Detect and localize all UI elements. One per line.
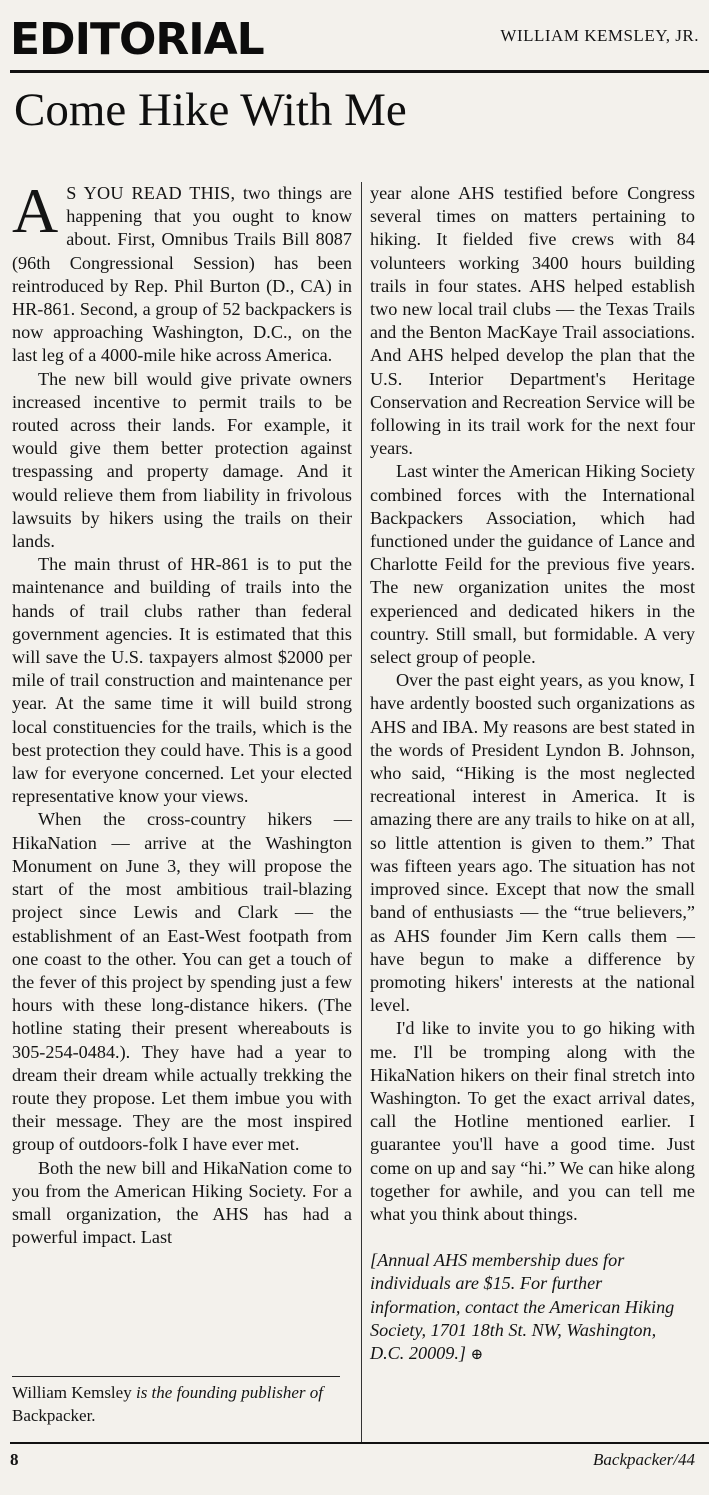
bio-rule — [12, 1376, 340, 1377]
lead-paragraph — [12, 175, 353, 368]
lead-caps: S YOU READ THIS, — [66, 183, 236, 203]
byline: WILLIAM KEMSLEY, JR. — [500, 26, 699, 45]
bio-publication: Backpacker. — [12, 1406, 96, 1425]
membership-note — [370, 1249, 695, 1367]
paragraph: Over the past eight years, as you know, I have ardently boosted such organizations as AHS and IBA. My reasons are best stated in the words of President Lyndon B. Johnson, who said, “Hiking is the most neglected recreational interest in America. It is amazing there are any trails to hike on at all, so little attention is given to them.” That was fifteen years ago. The situation has not improved since. Except that now the small band of enthusiasts — the “true believers,” as AHS founder Jim Kern calls them — have begun to make a difference by promoting hikers' interests at the national level. — [370, 670, 695, 1016]
section-label: EDITORIAL — [10, 14, 264, 65]
article-column-left — [12, 175, 353, 1249]
column-divider — [361, 182, 362, 1442]
end-mark-icon: ⊕ — [470, 1346, 484, 1363]
paragraph: The main thrust of HR-861 is to put the maintenance and building of trails into the hands of trail clubs rather than federal government agencies. It is estimated that this will save the U.S. taxpayers almost $2000 per mile of trail construction and maintenance per year. At the same time it will build strong local constituencies for the trails, which is the best protection they could have. This is a good law for everyone concerned. Let your elected representative know your views. — [12, 554, 352, 807]
article-column-right — [370, 182, 695, 1367]
bio-name: William Kemsley — [12, 1383, 132, 1402]
paragraph: When the cross-country hikers — HikaNation — arrive at the Washington Monument on June 3, they will propose the start of the most ambitious trail-blazing project since Lewis and Clark — the establishment of an East-West footpath from one coast to the other. You can get a touch of the fever of this project by spending just a few hours with these long-distance hikers. (The hotline stating their present whereabouts is 305-254-0484.). They have had a year to dream their dream while actually trekking the route they propose. Let them imbue you with their message. They are the most inspired group of outdoors-folk I have ever met. — [12, 809, 352, 1155]
paragraph: Last winter the American Hiking Society combined forces with the International Backpackers Association, which had functioned under the guidance of Lance and Charlotte Feild for the previous five years. The new organization unites the most experienced and dedicated hikers in the country. Still small, but formidable. A very select group of people. — [370, 461, 695, 668]
paragraph: I'd like to invite you to go hiking with me. I'll be tromping along with the HikaNation hikers on their final stretch into Washington. To get the exact arrival dates, call the Hotline mentioned earlier. I guarantee you'll have a good time. Just come on up and say “hi.” We can hike along together for awhile, and you can tell me what you think about things. — [370, 1018, 695, 1224]
dropcap: A — [12, 175, 59, 246]
membership-note-text: [Annual AHS membership dues for individuals are $15. For further information, contact the American Hiking Society, 1701 18th St. NW, Washington, D.C. 20009.] — [370, 1250, 675, 1363]
top-rule — [10, 70, 709, 73]
bio-text: is the founding publisher of — [131, 1383, 323, 1402]
author-bio — [12, 1381, 352, 1427]
paragraph-continued: year alone AHS testified before Congress several times on matters pertaining to hiking. It fielded five crews with 84 volunteers working 3400 hours building trails in four states. AHS helped establish two new local trail clubs — the Texas Trails and the Benton MacKaye Trail associations. And AHS helped develop the plan that the U.S. Interior Department's Heritage Conservation and Recreation Service will be following in its trail work for the next four years. — [370, 183, 695, 459]
headline: Come Hike With Me — [14, 84, 407, 136]
paragraph-text: two things are happening that you ought to know about. First, Omnibus Trails Bill 8087 (96th Congressional Session) has been reintroduced by Rep. Phil Burton (D., CA) in HR-861. Second, a group of 52 backpackers is now approaching Washington, D.C., on the last leg of a 4000-mile hike across America. — [12, 183, 353, 366]
page-number: 8 — [10, 1450, 19, 1469]
bottom-rule — [10, 1442, 709, 1444]
paragraph: Both the new bill and HikaNation come to you from the American Hiking Society. For a small organization, the AHS has had a powerful impact. Last — [12, 1157, 352, 1248]
issue-folio: Backpacker/44 — [593, 1450, 695, 1469]
paragraph: The new bill would give private owners increased incentive to permit trails to be routed across their lands. For example, it would give them better protection against trespassing and property damage. And it would relieve them from liability in frivolous lawsuits by hikers using the trails on their lands. — [12, 368, 352, 552]
